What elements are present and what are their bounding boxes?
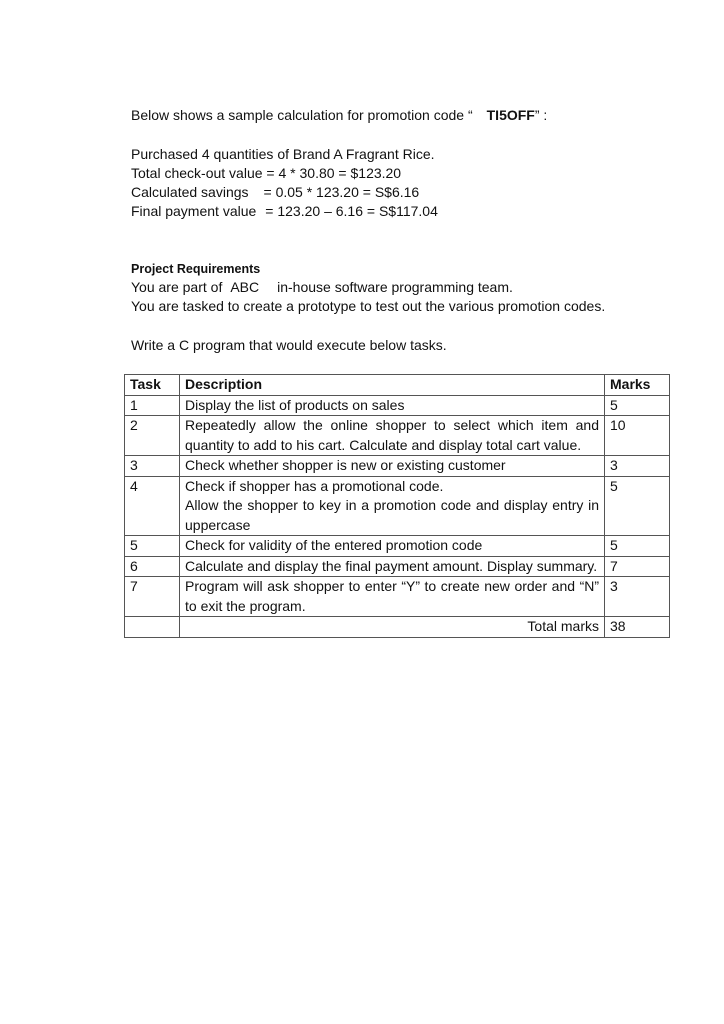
calc-final xyxy=(131,202,438,220)
task-description xyxy=(180,476,605,536)
part-suffix: in-house software programming team. xyxy=(277,279,513,295)
table-row xyxy=(125,456,670,477)
savings-label: Calculated savings xyxy=(131,184,249,200)
checkout-label: Total check-out value xyxy=(131,165,263,181)
requirements-heading: Project Requirements xyxy=(131,262,261,276)
task-number: 1 xyxy=(125,395,180,416)
final-label: Final payment value xyxy=(131,203,257,219)
requirements-tasked: You are tasked to create a prototype to test out the various promotion codes. xyxy=(131,298,606,314)
calc-purchased: Purchased 4 quantities of Brand A Fragrant Rice. xyxy=(131,146,435,162)
task-description-line1: Check if shopper has a promotional code. xyxy=(185,477,444,494)
requirements-write: Write a C program that would execute below tasks. xyxy=(131,337,447,353)
total-label: Total marks xyxy=(180,617,605,638)
task-description: Check whether shopper is new or existing customer xyxy=(180,456,605,477)
final-expr: = 123.20 – 6.16 = S$117.04 xyxy=(265,203,438,219)
task-description: Display the list of products on sales xyxy=(180,395,605,416)
task-description: Check for validity of the entered promotion code xyxy=(180,536,605,557)
requirements-part xyxy=(131,278,513,296)
table-row xyxy=(125,395,670,416)
table-row xyxy=(125,476,670,536)
intro-prefix: Below shows a sample calculation for promotion code “ xyxy=(131,107,473,123)
calc-savings xyxy=(131,183,419,201)
task-marks: 3 xyxy=(605,577,670,617)
header-marks: Marks xyxy=(605,375,670,396)
savings-expr: = 0.05 * 123.20 = S$6.16 xyxy=(263,184,420,200)
tasks-table xyxy=(124,374,670,638)
table-total-row xyxy=(125,617,670,638)
task-number: 3 xyxy=(125,456,180,477)
task-number: 4 xyxy=(125,476,180,536)
task-description: Calculate and display the final payment amount. Display summary. xyxy=(180,556,605,577)
task-number: 2 xyxy=(125,416,180,456)
task-marks: 7 xyxy=(605,556,670,577)
task-description-line2: Allow the shopper to key in a promotion code and display entry in uppercase xyxy=(185,497,599,533)
intro-suffix: ” : xyxy=(534,107,548,123)
header-description: Description xyxy=(180,375,605,396)
task-description: Repeatedly allow the online shopper to select which item and quantity to add to his cart. Calculate and display total cart value. xyxy=(180,416,605,456)
table-row xyxy=(125,416,670,456)
task-marks: 5 xyxy=(605,476,670,536)
promo-code: TI5OFF xyxy=(486,107,535,123)
intro-line xyxy=(131,106,547,124)
checkout-expr: = 4 * 30.80 = $123.20 xyxy=(266,165,402,181)
task-marks: 5 xyxy=(605,395,670,416)
task-marks: 3 xyxy=(605,456,670,477)
task-marks: 5 xyxy=(605,536,670,557)
task-marks: 10 xyxy=(605,416,670,456)
table-row xyxy=(125,577,670,617)
total-empty-cell xyxy=(125,617,180,638)
calc-checkout xyxy=(131,164,401,182)
part-prefix: You are part of xyxy=(131,279,223,295)
company-name: ABC xyxy=(230,279,260,295)
total-value: 38 xyxy=(605,617,670,638)
task-number: 7 xyxy=(125,577,180,617)
task-number: 6 xyxy=(125,556,180,577)
table-row xyxy=(125,536,670,557)
table-header-row xyxy=(125,375,670,396)
table-row xyxy=(125,556,670,577)
task-number: 5 xyxy=(125,536,180,557)
header-task: Task xyxy=(125,375,180,396)
task-description: Program will ask shopper to enter “Y” to create new order and “N” to exit the program. xyxy=(180,577,605,617)
